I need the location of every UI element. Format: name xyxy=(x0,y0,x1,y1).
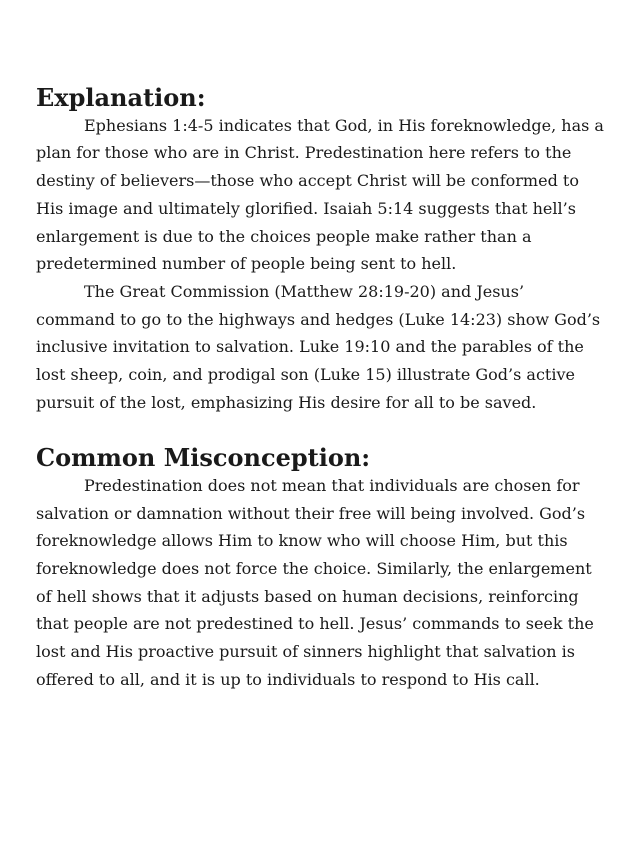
misconception-paragraph-1: Predestination does not mean that individuals are chosen for salvation or damnation without their free will being involved. God’s foreknowledge allows Him to know who will choose Him, but this foreknowledge does not force the choice. Similarly, the enlargement of hell shows that it adjusts based on human decisions, reinforcing that people are not predestined to hell. Jesus’ commands to seek the lost and His proactive pursuit of sinners highlight that salvation is offered to all, and it is up to individuals to respond to His call. xyxy=(36,475,594,689)
document-page xyxy=(36,84,608,693)
explanation-heading: Explanation: xyxy=(36,83,206,112)
section-spacer xyxy=(36,416,608,444)
explanation-section xyxy=(36,84,608,416)
explanation-paragraph-2: The Great Commission (Matthew 28:19-20) and Jesus’ command to go to the highways and hedges (Luke 14:23) show God’s inclusive invitation to salvation. Luke 19:10 and the parables of the lost sheep, coin, and prodigal son (Luke 15) illustrate God’s active pursuit of the lost, emphasizing His desire for all to be saved. xyxy=(36,281,601,412)
explanation-paragraph-1: Ephesians 1:4-5 indicates that God, in His foreknowledge, has a plan for those who are in Christ. Predestination here refers to the destiny of believers—those who accept Christ will be conformed to His image and ultimately glorified. Isaiah 5:14 suggests that hell’s enlargement is due to the choices people make rather than a predetermined number of people being sent to hell. xyxy=(36,115,604,274)
misconception-section xyxy=(36,444,608,693)
misconception-heading: Common Misconception: xyxy=(36,443,371,473)
